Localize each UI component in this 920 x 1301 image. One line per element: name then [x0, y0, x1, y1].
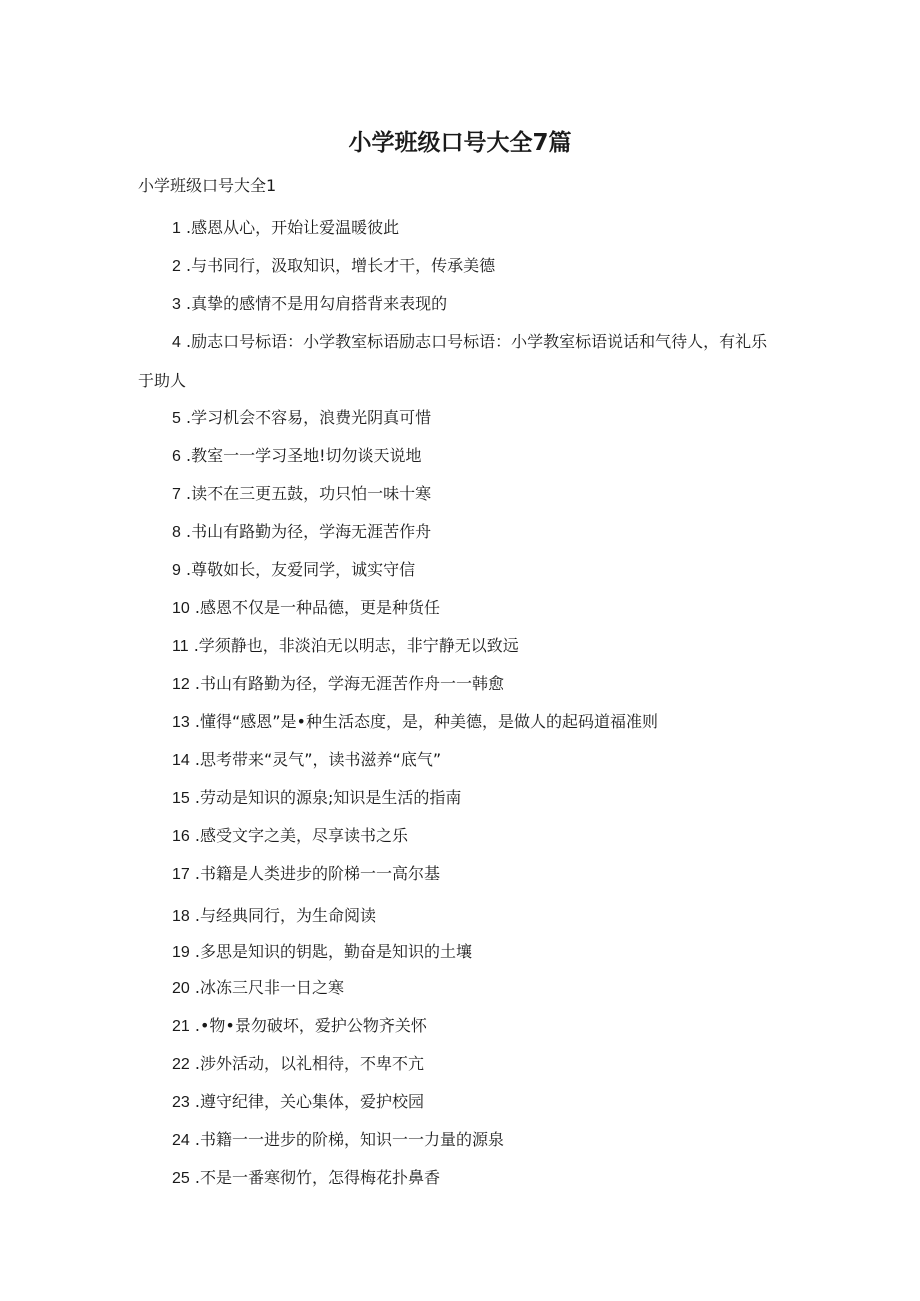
slogan-text: .不是一番寒彻竹，怎得梅花扑鼻香	[194, 1168, 440, 1187]
slogan-number: 25	[172, 1170, 190, 1187]
slogan-number: 15	[172, 790, 190, 807]
slogan-item	[138, 933, 778, 972]
slogan-text: .感恩不仅是一种品德，更是种货任	[194, 598, 440, 617]
slogan-number: 7	[172, 486, 181, 503]
slogan-item	[138, 703, 778, 742]
slogan-text: .读不在三更五鼓，功只怕一味十寒	[186, 484, 432, 503]
slogan-number: 9	[172, 562, 181, 579]
slogan-number: 23	[172, 1094, 190, 1111]
slogan-number: 22	[172, 1056, 190, 1073]
slogan-item	[138, 779, 778, 818]
slogan-item	[138, 209, 778, 248]
section-heading: 小学班级口号大全1	[138, 176, 277, 195]
slogan-text: .励志口号标语：小学教室标语励志口号标语：小学教室标语说话和气待人，有礼乐于助人	[138, 332, 768, 390]
slogan-item	[138, 969, 778, 1008]
slogan-text: .书籍一一进步的阶梯，知识一一力量的源泉	[194, 1130, 504, 1149]
slogan-text: .•物•景勿破坏，爱护公物齐关怀	[194, 1016, 427, 1035]
slogan-number: 10	[172, 600, 190, 617]
slogan-text: .学须静也，非淡泊无以明志，非宁静无以致远	[193, 636, 519, 655]
slogan-number: 12	[172, 676, 190, 693]
slogan-number: 1	[172, 220, 181, 237]
slogan-number: 2	[172, 258, 181, 275]
slogan-item	[138, 1159, 778, 1198]
slogan-item	[138, 589, 778, 628]
slogan-text: .书籍是人类进步的阶梯一一高尔基	[194, 864, 440, 883]
slogan-text: .遵守纪律，关心集体，爱护校园	[194, 1092, 424, 1111]
slogan-item	[138, 741, 778, 780]
slogan-text: .书山有路勤为径，学海无涯苦作舟一一韩愈	[194, 674, 504, 693]
slogan-item	[138, 1045, 778, 1084]
slogan-item	[138, 1083, 778, 1122]
slogan-number: 24	[172, 1132, 190, 1149]
slogan-item	[138, 437, 778, 476]
document-title: 小学班级口号大全7篇	[348, 130, 572, 156]
slogan-number: 11	[172, 638, 189, 655]
slogan-text: .懂得“感恩”是•种生活态度，是，种美德，是做人的起码道福准则	[194, 712, 658, 731]
slogan-number: 19	[172, 944, 190, 961]
slogan-text: .书山有路勤为径，学海无涯苦作舟	[186, 522, 432, 541]
slogan-text: .劳动是知识的源泉;知识是生活的指南	[194, 788, 462, 807]
slogan-number: 14	[172, 752, 190, 769]
slogan-text: .尊敬如长，友爱同学，诚实守信	[186, 560, 416, 579]
slogan-item	[138, 551, 778, 590]
slogan-number: 17	[172, 866, 190, 883]
slogan-text: .与经典同行，为生命阅读	[194, 906, 376, 925]
slogan-item	[138, 855, 778, 894]
slogan-text: .教室一一学习圣地!切勿谈天说地	[186, 446, 422, 465]
slogan-text: .涉外活动，以礼相待，不卑不亢	[194, 1054, 424, 1073]
slogan-number: 6	[172, 448, 181, 465]
slogan-item	[138, 399, 778, 438]
slogan-number: 3	[172, 296, 181, 313]
slogan-text: .与书同行，汲取知识，增长才干，传承美德	[186, 256, 496, 275]
slogan-item	[138, 1007, 778, 1046]
slogan-item	[138, 817, 778, 856]
slogan-item	[138, 513, 778, 552]
slogan-item	[138, 323, 778, 400]
slogan-number: 21	[172, 1018, 190, 1035]
slogan-number: 18	[172, 908, 190, 925]
slogan-number: 16	[172, 828, 190, 845]
slogan-item	[138, 897, 778, 936]
slogan-text: .学习机会不容易，浪费光阴真可惜	[186, 408, 432, 427]
slogan-number: 20	[172, 980, 190, 997]
slogan-number: 5	[172, 410, 181, 427]
slogan-number: 4	[172, 334, 181, 351]
slogan-number: 13	[172, 714, 190, 731]
slogan-text: .感恩从心，开始让爱温暖彼此	[186, 218, 400, 237]
slogan-text: .冰冻三尺非一日之寒	[194, 978, 344, 997]
slogan-text: .多思是知识的钥匙，勤奋是知识的土壤	[194, 942, 472, 961]
slogan-item	[138, 285, 778, 324]
slogan-item	[138, 475, 778, 514]
slogan-text: .真挚的感情不是用勾肩搭背来表现的	[186, 294, 448, 313]
slogan-item	[138, 627, 778, 666]
slogan-item	[138, 1121, 778, 1160]
slogan-text: .感受文字之美，尽享读书之乐	[194, 826, 408, 845]
slogan-number: 8	[172, 524, 181, 541]
slogan-text: .思考带来“灵气”，读书滋养“底气”	[194, 750, 442, 769]
slogan-item	[138, 665, 778, 704]
slogan-item	[138, 247, 778, 286]
